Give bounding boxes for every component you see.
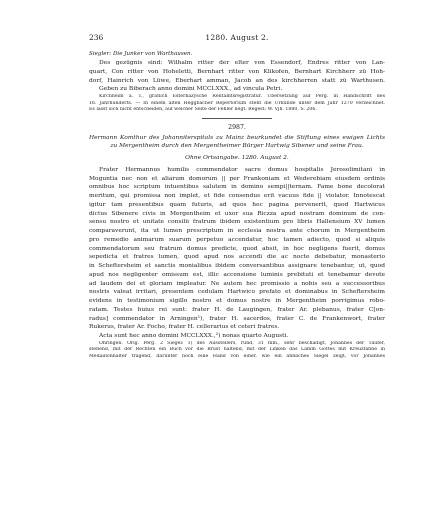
regest-summary xyxy=(89,134,385,152)
page-number: 236 xyxy=(89,33,104,42)
text-line: evidens in testimonium sigillo nostro et domus nostre in Mergentheim porrigimus robo- xyxy=(89,298,385,304)
text-line: comparaverunt, ita ut lumen prescriptum in ecclesia nostra ante chorum in Mergentheim xyxy=(89,228,385,234)
text-line: Moguntia nec non et aliarum domorum || per Frankoniam et Wederebiam eiusdem ordinis xyxy=(89,175,385,182)
seal-note: Siegler: Die Junker von Warthausen. xyxy=(89,51,193,57)
footnote-source-2 xyxy=(89,341,385,361)
text-line: Acta sunt hec anno domini MCCLXXX.,²) nonas quarto Augusti. xyxy=(99,333,289,339)
text-line: omnibus hoc scriptum intuentibus salutem in domino sempi||ternam. Fame bone decolorat xyxy=(89,184,385,191)
text-line: in Scheftersheim et sanctis monialibus ibidem conversantibus assignare tenebantur, ut, quod xyxy=(89,263,385,269)
place-date: Ohne Ortsangabe. 1280. August 2. xyxy=(185,155,289,161)
text-line: sepedicta et fratres lumen, quod apud nos accendi die ac nocte debebatur, monasterio xyxy=(89,254,385,261)
text-line: nostris valeat irritari, presentem cedulam Hartwico prefato et dominabus in Scheftersheim xyxy=(89,289,385,296)
text-line: pro remedio animarum suarum perpetuo accendatur, hoc tamen adiecto, quod si aliquis xyxy=(89,236,385,243)
text-line: Des gezügnis sind: Wilhalm ritter der elter von Essendorf, Endres ritter von Lan- xyxy=(99,60,385,66)
text-line: quart, Con ritter von Hoheletti, Bernhart ritter von Klikofen, Bernhart Kirchherr zü Hoh- xyxy=(89,68,385,75)
text-line: sensu nostro et unitate consilii fratrum ibidem existentium pro libris Hallensium XV lumen xyxy=(89,219,385,226)
note-line: Öhringen. Orig. Perg. 2 Siegel: 1) des Ausstellers, rund, 31 mm., sehr beschädigt, Johannes der Täufer, xyxy=(99,340,385,346)
text-line: igitur tam presentibus quam futuris, ad quos hec pagina pervenerit, quod Hartwicus xyxy=(89,201,385,208)
text-line: radus] commendator in Arningen¹), frater H. sacerdos, frater C. de Frankenwort, frater xyxy=(89,315,385,322)
document-number: 2987. xyxy=(228,123,246,131)
text-line: Geben zu Biberach anno domini MCCLXXX., ad vincula Petri. xyxy=(99,86,283,93)
text-line: dictus Sibenere civis in Mergentheim et uxor sua Riczza apud nostram dominum de con- xyxy=(89,210,385,217)
note-line: Es lässt sich nicht entscheiden, auf welcher Seite der Fehler liegt. Regest: W. Vjh. 1880, S. 206. xyxy=(89,107,317,112)
text-line: ad laudem dei et gloriam impleatur. Ne autem hec promissio a nobis seu a successoribus xyxy=(89,280,385,287)
paragraph-witnesses xyxy=(89,59,385,94)
running-title: 1280. August 2. xyxy=(205,33,269,42)
text-line: ratam. Testes huius rei sunt: frater H. de Laugingen, frater Ar. plebanus, frater C[on- xyxy=(89,306,385,313)
section-divider xyxy=(202,118,272,119)
text-line: commendatorum seu fratrum domus predicte, quod absit, in hoc negligens fuerit, domus xyxy=(89,245,385,252)
note-line: Kirchheim a. T., gräflich Esterhazysche Rentamtsregistratur. Übersetzung auf Perg. in Handschrift des xyxy=(99,94,385,99)
text-line: dorf, Hainrich von Lüwe, Eberhart amman, Jacob an des kirchherren statt zü Warthusen. xyxy=(89,77,385,84)
regest-line: zu Mergentheim durch den Mergentheimer Bürger Hartwig Sibener und seine Frau. xyxy=(110,143,364,150)
note-line: stehend, mit der Rechten ein Buch vor die Brust haltend, mit der Linken das Lamm Gottes mit Kreuzfahne in xyxy=(89,347,385,353)
text-line: meritum, qui promissa non implet, et fide consendus erit vacuus fide || violator. Innotescat xyxy=(89,193,385,199)
text-line: Frater Hermannus humilis commendator sacre domus hospitalis Jerosolimitani in xyxy=(99,166,385,173)
paragraph-charter-text xyxy=(89,166,385,341)
page-body xyxy=(89,50,385,360)
note-line: 16. Jahrhunderts. — In einem alten Heggbacher Repertorium steht die Urkunde unter dem Jahr 1270 verzeichnet. xyxy=(89,100,385,106)
running-header xyxy=(89,33,385,45)
note-line: Medaillonhalter tragend, darunter noch eine Hand von einer, wie ein ähnliches Siegel zeigt, vor Johannes xyxy=(89,353,385,359)
regest-line: Hermann Komthur des Johanniterspitals zu Mainz beurkundet die Stiftung eines ewigen Lichts xyxy=(89,134,385,141)
text-line: Rukerus, frater Ar. Focho, frater H. cellerarius et ceteri fratres. xyxy=(89,324,280,331)
footnote-source-1 xyxy=(89,94,385,114)
text-line: apud nos negligenter omissum est, illic accensione luminis prebituti et tenebamur devote xyxy=(89,271,385,278)
